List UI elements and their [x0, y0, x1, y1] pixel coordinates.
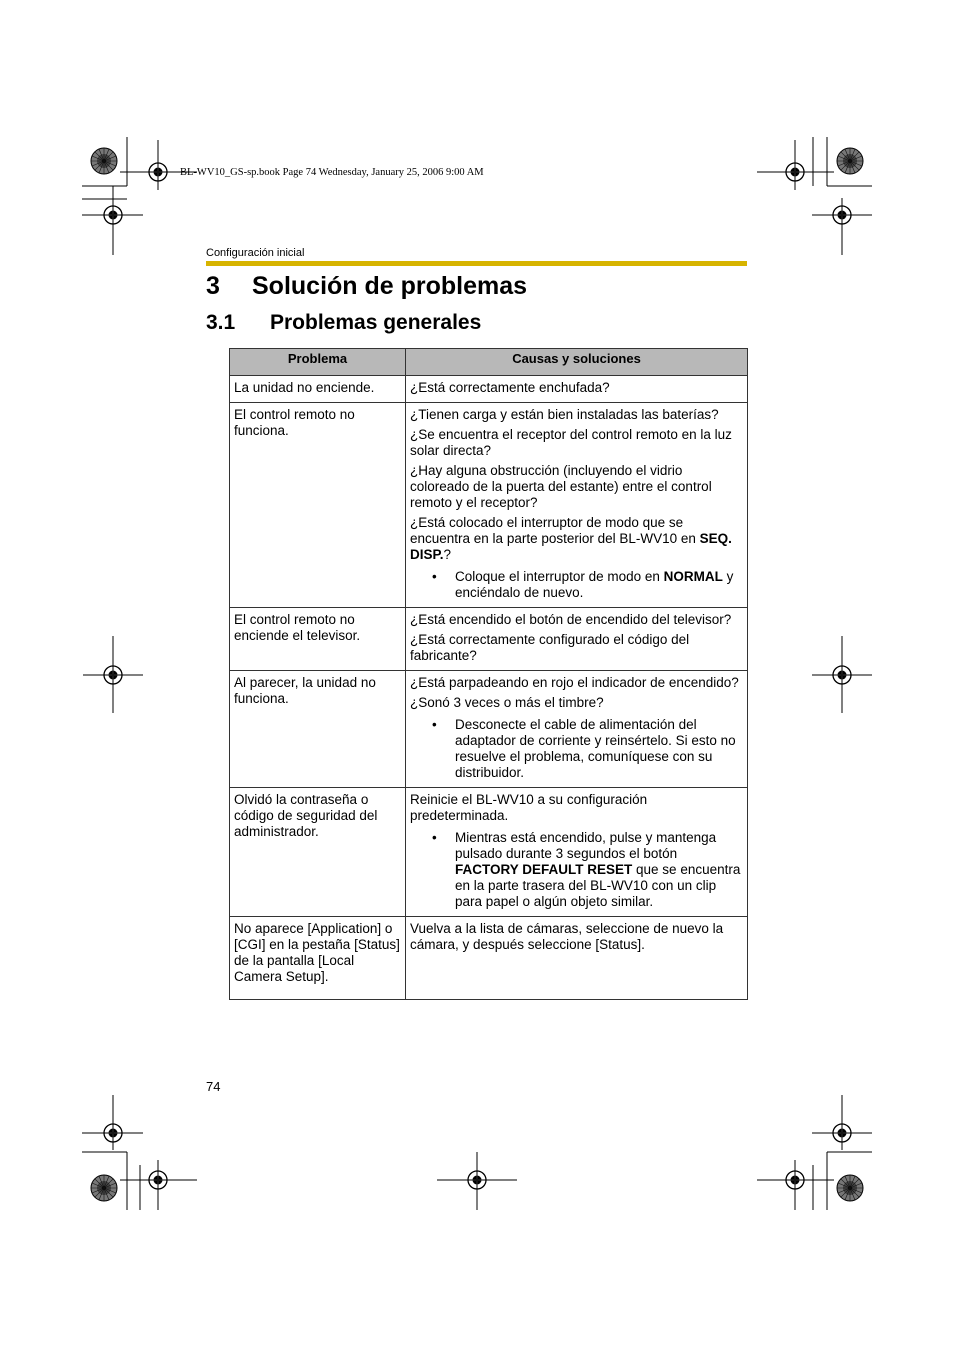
bullet-text: Desconecte el cable de alimentación del adaptador de corriente y reinsértelo. Si esto no resuelve el problema, comuníquese con su distribuidor. — [455, 717, 736, 780]
chapter-heading — [206, 272, 527, 301]
problem-cell: El control remoto no funciona. — [230, 403, 406, 608]
cause-text — [410, 515, 743, 563]
table-row — [230, 403, 748, 608]
column-header-problem: Problema — [230, 349, 406, 376]
bullet-icon: • — [432, 717, 437, 732]
factory-default-reset-label: FACTORY DEFAULT RESET — [455, 862, 633, 877]
troubleshooting-table — [229, 348, 748, 1000]
problem-cell: El control remoto no enciende el televisor. — [230, 608, 406, 671]
solution-bullet — [410, 717, 743, 781]
problem-cell: Olvidó la contraseña o código de seguridad del administrador. — [230, 788, 406, 917]
bullet-text-part: que se encuentra en la parte trasera del BL-WV10 con un clip para papel o algún objeto similar. — [455, 862, 741, 909]
section-heading — [206, 311, 481, 335]
table-row — [230, 917, 748, 1000]
page-number: 74 — [206, 1079, 221, 1094]
switch-position-normal: NORMAL — [663, 569, 723, 584]
chapter-number: 3 — [206, 272, 220, 300]
cause-text: ¿Está correctamente enchufada? — [410, 380, 610, 395]
problem-cell: Al parecer, la unidad no funciona. — [230, 671, 406, 788]
cause-text: Vuelva a la lista de cámaras, seleccione de nuevo la cámara, y después seleccione [Status]. — [410, 921, 724, 952]
section-label: Configuración inicial — [206, 247, 305, 259]
section-number: 3.1 — [206, 311, 236, 334]
table-row — [230, 671, 748, 788]
section-title: Problemas generales — [270, 311, 482, 334]
causes-cell — [406, 608, 748, 671]
cause-text-part: ¿Está colocado el interruptor de modo que se encuentra en la parte posterior del BL-WV10 en — [410, 515, 700, 546]
cause-text: ¿Se encuentra el receptor del control remoto en la luz solar directa? — [410, 427, 732, 458]
causes-cell — [406, 917, 748, 1000]
cause-text: ¿Hay alguna obstrucción (incluyendo el vidrio coloreado de la puerta del estante) entre el control remoto y el receptor? — [410, 463, 712, 510]
cause-text: ¿Tienen carga y están bien instaladas las baterías? — [410, 407, 719, 422]
header-rule — [206, 261, 747, 266]
switch-position-seq-disp: SEQ. DISP. — [410, 531, 732, 562]
bullet-icon: • — [432, 569, 437, 584]
causes-cell — [406, 376, 748, 403]
bullet-text-part: y enciéndalo de nuevo. — [455, 569, 734, 600]
cause-text: ¿Está parpadeando en rojo el indicador de encendido? — [410, 675, 739, 690]
solution-bullet — [410, 830, 743, 910]
bullet-icon: • — [432, 830, 437, 845]
bullet-text-part: Coloque el interruptor de modo en — [455, 569, 664, 584]
cause-text-part: ? — [443, 547, 452, 562]
table-header-row — [230, 349, 748, 376]
table-row — [230, 608, 748, 671]
table-row — [230, 788, 748, 917]
bullet-text-part: Mientras está encendido, pulse y mantenga pulsado durante 3 segundos el botón — [455, 830, 717, 861]
column-header-causes: Causas y soluciones — [406, 349, 748, 376]
problem-cell: No aparece [Application] o [CGI] en la pestaña [Status] de la pantalla [Local Camera Setup]. — [230, 917, 406, 1000]
cause-text: ¿Está correctamente configurado el código del fabricante? — [410, 632, 690, 663]
print-info-line: BL-WV10_GS-sp.book Page 74 Wednesday, January 25, 2006 9:00 AM — [180, 167, 484, 178]
table-row — [230, 376, 748, 403]
cause-text: ¿Sonó 3 veces o más el timbre? — [410, 695, 604, 710]
chapter-title: Solución de problemas — [252, 272, 528, 300]
causes-cell — [406, 788, 748, 917]
cause-text: ¿Está encendido el botón de encendido del televisor? — [410, 612, 732, 627]
causes-cell — [406, 403, 748, 608]
causes-cell — [406, 671, 748, 788]
problem-cell: La unidad no enciende. — [230, 376, 406, 403]
solution-bullet — [410, 569, 743, 601]
cause-text: Reinicie el BL-WV10 a su configuración predeterminada. — [410, 792, 648, 823]
